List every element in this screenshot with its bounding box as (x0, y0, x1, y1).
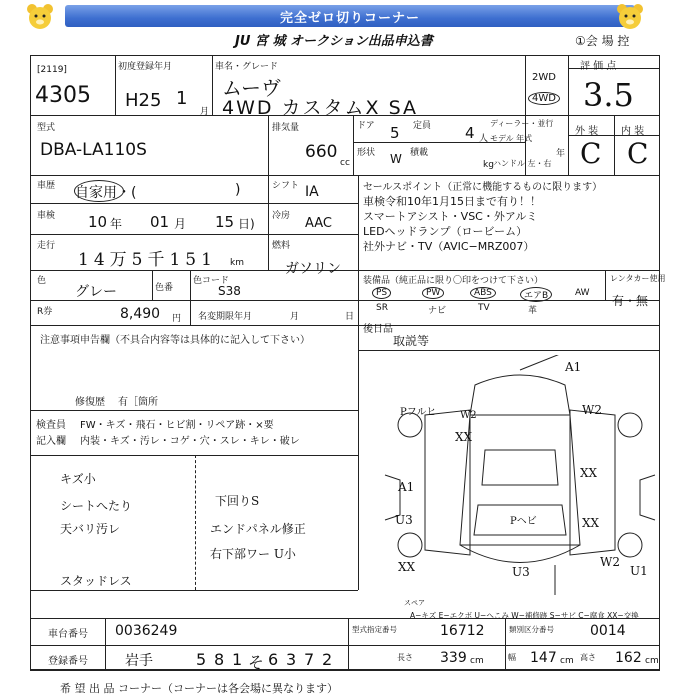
divider (195, 455, 196, 590)
model-name: ムーヴ (222, 76, 281, 100)
rule (30, 590, 358, 591)
rule (614, 115, 615, 175)
plate-label: 登録番号 (48, 656, 88, 667)
rule (30, 234, 358, 235)
rule (358, 175, 359, 590)
equip-pw-circled: PW (422, 287, 444, 299)
km-unit: km (230, 258, 244, 268)
equip-airbag-circled: エアB (520, 287, 552, 302)
checker-label: 検査員 (36, 420, 66, 431)
doors: 5 (390, 124, 400, 142)
damage-mark: Pヘビ (510, 516, 537, 527)
insp-year: 10 (88, 213, 108, 231)
spare-tire-label: スペア (404, 599, 425, 607)
shift: IA (305, 184, 319, 200)
recycle: 8,490 (120, 306, 161, 322)
equip-label: 装備品（純正品に限り〇印をつけて下さい） (363, 276, 544, 286)
rule (525, 55, 526, 175)
rule (30, 618, 660, 619)
hand-note: 天バリ汚レ (60, 522, 121, 536)
grade: 4WD カスタムX SA (222, 97, 419, 119)
rule (115, 55, 116, 115)
int-label: 内 装 (621, 126, 645, 137)
capacity-unit: 人 (479, 134, 489, 144)
dealer-label: ディーラー・並行 (490, 119, 554, 128)
rule (505, 618, 506, 670)
score-label: 評 価 点 (580, 61, 617, 72)
damage-mark: U3 (512, 565, 530, 579)
rule (30, 670, 660, 671)
cm-unit: cm (470, 656, 484, 666)
equip-ps-circled: PS (372, 287, 391, 299)
use-label: 車歴 (37, 181, 56, 191)
plate-digit: 3 (286, 650, 297, 669)
damage-mark: U1 (630, 564, 648, 578)
plate-digit: そ (248, 653, 265, 672)
reg-year-label: 初度登録年月 (118, 62, 173, 72)
damage-mark: W2 (460, 410, 477, 421)
fuel: ガソリン (285, 261, 341, 277)
handle-label: ハンドル 左・右 (493, 159, 552, 168)
cm-unit: cm (645, 656, 659, 666)
plate-digit: 2 (322, 650, 333, 669)
hand-note: シートへたり (60, 499, 133, 513)
rule (30, 410, 358, 411)
insp-month-unit: 月 (174, 217, 187, 231)
plate-digit: 1 (232, 650, 243, 669)
equip-navi: ナビ (428, 306, 447, 316)
sales-point: LEDヘッドランプ（ロービーム） (363, 225, 528, 238)
nc-month: 月 (290, 312, 300, 322)
mascot-bear-icon (25, 2, 55, 32)
rule (30, 175, 660, 176)
rule (152, 270, 153, 300)
height: 162 (615, 650, 642, 666)
color: グレー (75, 284, 117, 300)
hand-note: エンドパネル修正 (210, 522, 306, 536)
insp-day-unit: 日) (238, 217, 255, 231)
venue-copy-label: ①会 場 控 (575, 34, 630, 48)
insp-day: 15 (215, 213, 235, 231)
height-label: 高さ (580, 653, 596, 662)
length: 339 (440, 650, 467, 666)
mascot-bear-icon (615, 2, 645, 32)
sales-label: セールスポイント（正常に機能するものに限ります） (363, 182, 603, 193)
hand-note: 右下部ワー U小 (210, 547, 296, 561)
banner-title: 完全ゼロ切りコーナー (65, 5, 635, 27)
plate-digit: 6 (268, 650, 279, 669)
damage-mark: A1 (565, 360, 582, 374)
accessory: 取説等 (393, 334, 430, 348)
check-fw: FW・キズ・飛石・ヒビ割・リペア跡・×要 (80, 420, 274, 431)
ac-label: 冷房 (272, 211, 291, 221)
body: W (390, 152, 402, 166)
equip-sr: SR (376, 303, 388, 313)
lot-number: 4305 (35, 83, 91, 108)
equip-aw: AW (575, 288, 590, 298)
model-grade-label: 車名・グレード (215, 62, 279, 72)
class-label: 類別区分番号 (509, 625, 554, 634)
displacement-label: 排気量 (272, 123, 300, 133)
damage-mark: XX (580, 466, 598, 480)
sales-point: 社外ナビ・TV（AVIC−MRZ007） (363, 240, 535, 253)
color-label: 色 (37, 276, 47, 286)
rule (268, 175, 269, 270)
recycle-label: R券 (37, 307, 53, 317)
notes-label: 注意事項申告欄（不具合内容等は具体的に記入して下さい） (40, 335, 310, 346)
rule (212, 55, 213, 115)
score-value: 3.5 (583, 76, 634, 114)
rule (30, 325, 660, 326)
drive-2wd: 2WD (532, 72, 556, 83)
damage-legend: A−キズ E−エクボ U−へこみ W−補修跡 S−サビ C−腐食 XX−交換 (410, 611, 639, 620)
plate-digit: 7 (304, 650, 315, 669)
door-label: ドア (357, 121, 375, 131)
rule (358, 270, 660, 271)
use-value: 自家用・( (75, 185, 137, 201)
color-code: S38 (218, 284, 241, 298)
rule (353, 115, 354, 175)
sales-point: スマートアシスト・VSC・外アルミ (363, 210, 538, 223)
nc-day: 日 (345, 312, 355, 322)
damage-mark: XX (398, 560, 416, 574)
use-close: ) (235, 182, 241, 198)
plate-digit: 5 (196, 650, 207, 669)
drive-4wd-circled: 4WD (528, 92, 560, 105)
year-unit: 年 (556, 149, 566, 159)
rule (30, 203, 358, 204)
damage-mark: XX (582, 516, 600, 530)
entry-label: 記入欄 (36, 436, 66, 447)
width-label: 幅 (508, 653, 516, 662)
inspection-label: 車検 (37, 211, 56, 221)
footer-corner: 希 望 出 品 コーナー（コーナーは各会場に異なります） (60, 682, 338, 695)
cm-unit: cm (560, 656, 574, 666)
damage-mark: A1 (398, 480, 415, 494)
rule (30, 645, 660, 646)
plate-area: 岩手 (125, 653, 153, 669)
type-label: 型式 (37, 123, 56, 133)
mileage: 14万5千151 (78, 250, 217, 270)
rental-value: 有・無 (612, 294, 649, 308)
insp-month: 01 (150, 213, 170, 231)
type-value: DBA-LA110S (40, 140, 147, 160)
int-grade: C (627, 137, 649, 170)
repair-label: 修復歴 (75, 397, 105, 408)
private-use-circle (74, 180, 124, 202)
ac: AAC (305, 216, 332, 231)
plate-digit: 8 (214, 650, 225, 669)
rule (105, 618, 106, 670)
accessory-label: 後日品 (363, 324, 393, 335)
damage-mark: W2 (582, 403, 602, 417)
mileage-label: 走行 (37, 241, 56, 251)
ext-label: 外 装 (575, 126, 599, 137)
capacity: 4 (465, 124, 475, 142)
damage-mark: W2 (600, 555, 620, 569)
equip-abs-circled: ABS (470, 287, 496, 299)
rule (358, 350, 660, 351)
damage-mark: U3 (395, 513, 413, 527)
month-unit: 月 (200, 107, 210, 117)
body-label: 形状 (357, 148, 376, 158)
rental-label: レンタカー使用 (610, 274, 666, 283)
capacity-label: 定員 (413, 121, 432, 131)
rule (30, 300, 660, 301)
hand-note: キズ小 (60, 472, 96, 486)
cc-unit: cc (340, 158, 350, 168)
hand-note: スタッドレス (60, 574, 132, 588)
color-no-label: 色番 (155, 283, 174, 293)
rule (605, 270, 606, 300)
load-label: 積載 (410, 148, 429, 158)
rule (190, 270, 191, 325)
company-header: JU 宮 城 オークション出品申込書 (235, 34, 433, 49)
shift-label: シフト (272, 181, 300, 191)
model-year-label: モデル 年式 (490, 134, 533, 143)
model-spec-label: 型式指定番号 (352, 625, 397, 634)
insp-year-unit: 年 (110, 217, 123, 231)
damage-mark: Pフルヒ (400, 407, 437, 418)
check-interior: 内装・キズ・汚レ・コゲ・穴・スレ・キレ・破レ (80, 436, 300, 447)
rule (30, 455, 358, 456)
yen-unit: 円 (172, 314, 182, 324)
repair-value: 有［箇所 (118, 397, 158, 408)
color-code-label: 色コード (193, 276, 230, 286)
width: 147 (530, 650, 557, 666)
lot-small: [2119] (37, 65, 67, 75)
sales-point: 車検令和10年1月15日まで有り！！ (363, 195, 541, 208)
chassis: 0036249 (115, 623, 178, 639)
hand-note: 下回りS (215, 494, 260, 508)
rule (348, 618, 349, 670)
model-spec: 16712 (440, 623, 485, 639)
displacement: 660 (305, 142, 338, 162)
fuel-label: 燃料 (272, 241, 291, 251)
equip-leather: 革 (528, 306, 538, 316)
load-unit: kg (483, 160, 494, 170)
reg-era: H25 (125, 90, 162, 111)
chassis-label: 車台番号 (48, 629, 88, 640)
rule (268, 115, 269, 175)
equip-tv: TV (478, 303, 490, 313)
reg-month: 1 (176, 88, 188, 109)
class-no: 0014 (590, 623, 626, 639)
ext-grade: C (580, 137, 602, 170)
name-change-label: 名変期限年月 (198, 312, 253, 322)
rule (568, 55, 569, 175)
damage-mark: XX (455, 430, 473, 444)
length-label: 長さ (397, 653, 413, 662)
